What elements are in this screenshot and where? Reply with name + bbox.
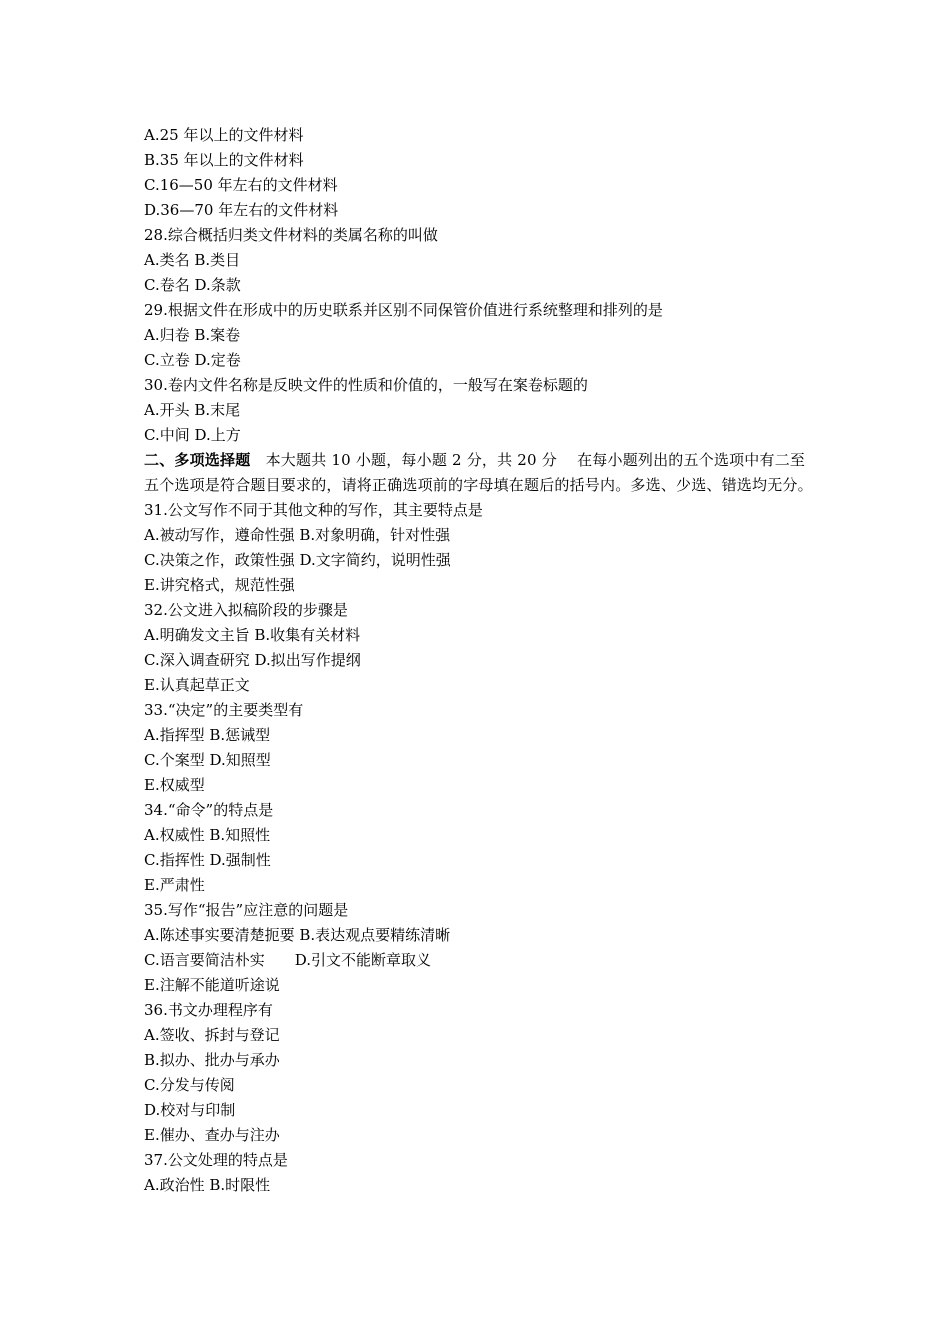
- option-line: A.政治性 B.时限性: [144, 1176, 271, 1194]
- question-stem: 30.卷内文件名称是反映文件的性质和价值的，一般写在案卷标题的: [144, 376, 588, 394]
- option-line: C.中间 D.上方: [144, 426, 241, 444]
- option-line: E.严肃性: [144, 876, 205, 894]
- section-instructions: 本大题共 10 小题，每小题 2 分，共 20 分 在每小题列出的五个选项中有二至五个选项是符合题目要求的，请将正确选项前的字母填在题后的括号内。多选、少选、错选均无分。: [144, 451, 813, 494]
- text-line: B.35 年以上的文件材料: [144, 151, 304, 169]
- option-line: E.催办、查办与注办: [144, 1126, 280, 1144]
- option-line: C.立卷 D.定卷: [144, 351, 241, 369]
- section-title: 二、多项选择题: [144, 451, 251, 469]
- option-line: A.指挥型 B.惩诫型: [144, 726, 271, 744]
- option-line: E.权威型: [144, 776, 205, 794]
- question-stem: 37.公文处理的特点是: [144, 1151, 288, 1169]
- question-list-top: [144, 123, 814, 448]
- option-line: C.个案型 D.知照型: [144, 751, 271, 769]
- option-line: C.深入调查研究 D.拟出写作提纲: [144, 651, 361, 669]
- option-line: C.指挥性 D.强制性: [144, 851, 271, 869]
- option-line: E.讲究格式，规范性强: [144, 576, 295, 594]
- question-list-bottom: [144, 498, 814, 1198]
- option-line: C.分发与传阅: [144, 1076, 235, 1094]
- option-line: A.权威性 B.知照性: [144, 826, 271, 844]
- option-line: E.注解不能道听途说: [144, 976, 280, 994]
- option-line: A.签收、拆封与登记: [144, 1026, 280, 1044]
- option-line: B.拟办、批办与承办: [144, 1051, 280, 1069]
- question-stem: 29.根据文件在形成中的历史联系并区别不同保管价值进行系统整理和排列的是: [144, 301, 663, 319]
- option-line: E.认真起草正文: [144, 676, 250, 694]
- option-line: A.被动写作，遵命性强 B.对象明确，针对性强: [144, 526, 451, 544]
- question-stem: 28.综合概括归类文件材料的类属名称的叫做: [144, 226, 438, 244]
- section-heading-block: [144, 448, 814, 498]
- option-line: A.开头 B.末尾: [144, 401, 241, 419]
- question-stem: 31.公文写作不同于其他文种的写作，其主要特点是: [144, 501, 483, 519]
- question-stem: 36.书文办理程序有: [144, 1001, 273, 1019]
- option-line: C.决策之作，政策性强 D.文字简约，说明性强: [144, 551, 451, 569]
- document-page: [144, 123, 814, 1198]
- option-line: C.语言要简洁朴实 D.引文不能断章取义: [144, 951, 431, 969]
- text-line: A.25 年以上的文件材料: [144, 126, 304, 144]
- question-stem: 32.公文进入拟稿阶段的步骤是: [144, 601, 348, 619]
- option-line: A.陈述事实要清楚扼要 B.表达观点要精练清晰: [144, 926, 451, 944]
- option-line: A.明确发文主旨 B.收集有关材料: [144, 626, 361, 644]
- option-line: C.卷名 D.条款: [144, 276, 241, 294]
- text-line: C.16—50 年左右的文件材料: [144, 176, 338, 194]
- question-stem: 33.“决定”的主要类型有: [144, 701, 304, 719]
- option-line: A.类名 B.类目: [144, 251, 241, 269]
- question-stem: 35.写作“报告”应注意的问题是: [144, 901, 349, 919]
- option-line: A.归卷 B.案卷: [144, 326, 241, 344]
- option-line: D.校对与印制: [144, 1101, 236, 1119]
- text-line: D.36—70 年左右的文件材料: [144, 201, 339, 219]
- question-stem: 34.“命令”的特点是: [144, 801, 274, 819]
